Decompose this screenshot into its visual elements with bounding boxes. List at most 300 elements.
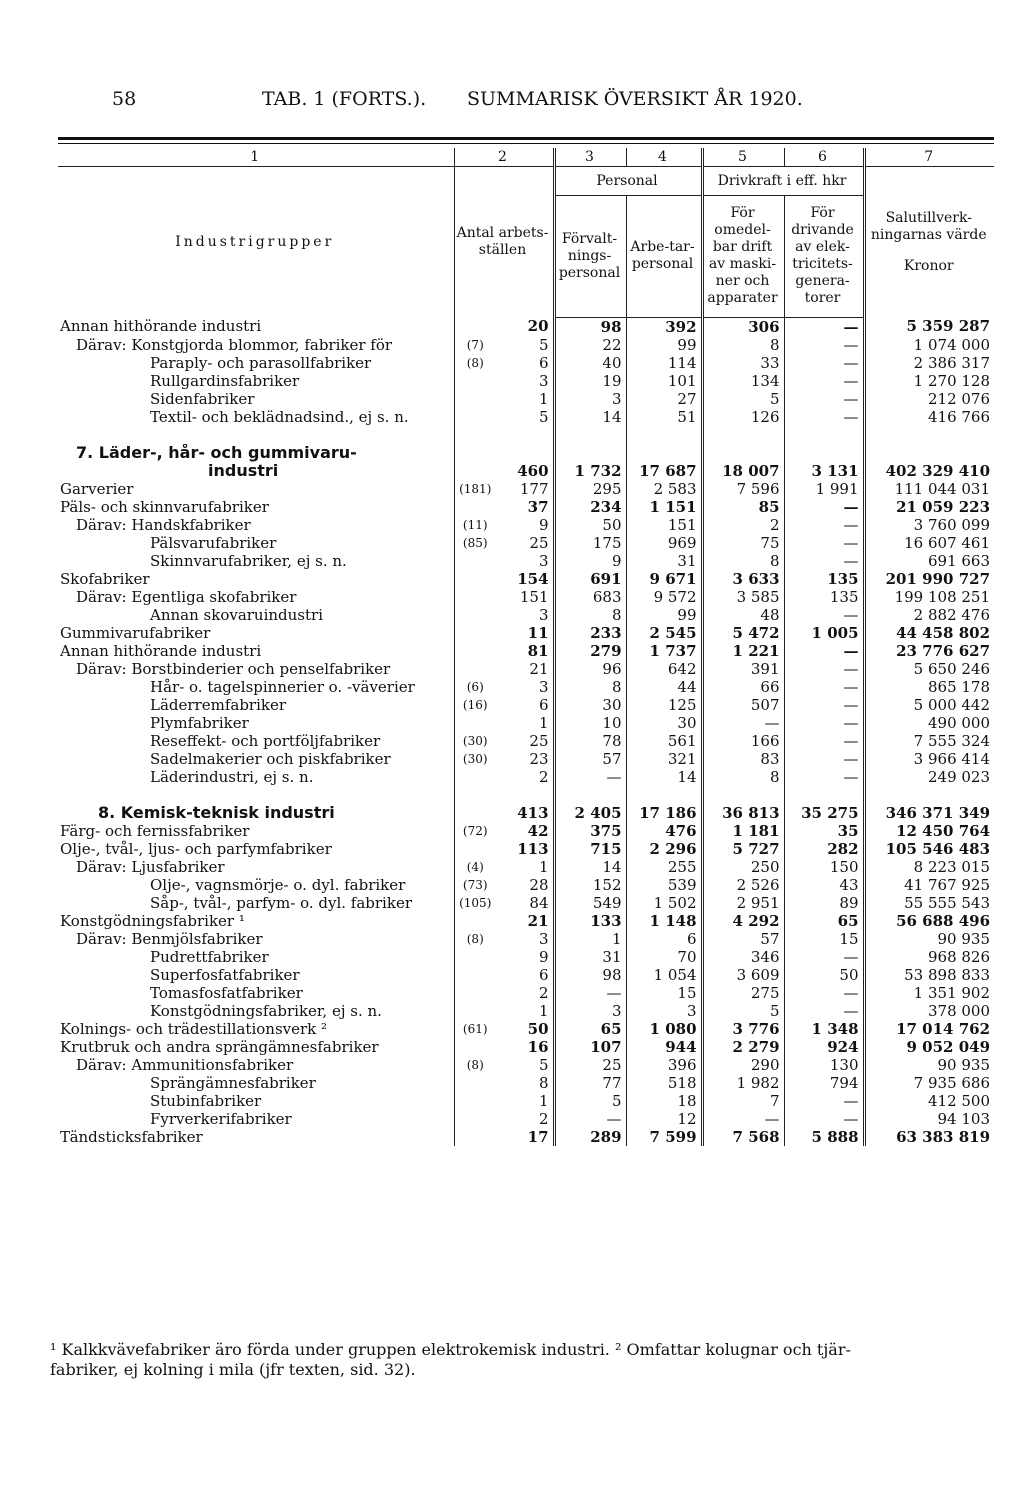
row-varde: 691 663 xyxy=(927,551,991,570)
row-forvaltning: 295 xyxy=(554,480,626,498)
row-arbetare: 2 583 xyxy=(626,480,702,498)
row-omedelbar: 5 472 xyxy=(702,624,784,642)
row-varde: 212 076 xyxy=(927,389,991,408)
row-label: Pälsvarufabriker xyxy=(58,534,454,552)
total-elektricitet: 35 275 xyxy=(784,804,864,822)
row-paren-count xyxy=(454,408,498,426)
row-antal: 1 xyxy=(498,714,554,732)
row-antal: 28 xyxy=(498,876,554,894)
row-forvaltning: 3 xyxy=(554,390,626,408)
row-label: Sadelmakerier och piskfabriker xyxy=(58,750,454,768)
row-varde: 16 607 461 xyxy=(904,533,991,552)
row-omedelbar: 5 xyxy=(702,1002,784,1020)
row-omedelbar: 8 xyxy=(702,336,784,354)
row-label: Pudrettfabriker xyxy=(58,948,454,966)
row-antal: 84 xyxy=(498,894,554,912)
row-label: Annan skovaruindustri xyxy=(58,606,454,624)
row-elektricitet: 1 005 xyxy=(784,624,864,642)
spacer-cell xyxy=(454,426,554,444)
row-paren-count: (72) xyxy=(462,823,488,838)
row-varde: 2 882 476 xyxy=(913,605,991,624)
table-row xyxy=(58,390,994,408)
row-antal: 5 xyxy=(498,408,554,426)
row-label: Stubinfabriker xyxy=(58,1092,454,1110)
row-elektricitet: — xyxy=(784,768,864,786)
row-omedelbar: 8 xyxy=(702,552,784,570)
table-row xyxy=(58,498,994,516)
row-antal: 1 xyxy=(498,1002,554,1020)
row-arbetare: 6 xyxy=(626,930,702,948)
col-number: 7 xyxy=(864,148,994,167)
table-row xyxy=(58,822,994,840)
row-paren-count: (4) xyxy=(466,859,484,874)
row-arbetare: 30 xyxy=(626,714,702,732)
row-label: Därav: Ammunitionsfabriker xyxy=(58,1056,454,1074)
row-elektricitet: — xyxy=(784,732,864,750)
spacer-cell xyxy=(702,426,784,444)
row-omedelbar: 75 xyxy=(702,534,784,552)
row-antal: 20 xyxy=(498,317,554,336)
row-arbetare: 518 xyxy=(626,1074,702,1092)
total-arbetare: 17 687 xyxy=(626,462,702,480)
row-omedelbar: 1 181 xyxy=(702,822,784,840)
row-label: Textil- och beklädnadsind., ej s. n. xyxy=(58,408,454,426)
row-omedelbar: 250 xyxy=(702,858,784,876)
empty-cell xyxy=(864,444,994,462)
col-number: 6 xyxy=(784,148,864,167)
row-omedelbar: 48 xyxy=(702,606,784,624)
empty-cell xyxy=(554,444,626,462)
empty-cell xyxy=(626,444,702,462)
row-antal: 6 xyxy=(498,696,554,714)
row-label: Annan hithörande industri xyxy=(58,642,454,660)
row-elektricitet: — xyxy=(784,984,864,1002)
row-antal: 2 xyxy=(498,768,554,786)
row-paren-count: (16) xyxy=(462,697,488,712)
spacer-cell xyxy=(702,786,784,804)
table-row xyxy=(58,552,994,570)
row-label: Sprängämnesfabriker xyxy=(58,1074,454,1092)
row-paren-count: (7) xyxy=(466,337,484,352)
table-row xyxy=(58,480,994,498)
row-elektricitet: — xyxy=(784,317,864,336)
row-varde: 5 359 287 xyxy=(906,317,991,336)
row-arbetare: 12 xyxy=(626,1110,702,1128)
row-varde: 416 766 xyxy=(927,407,991,426)
table-row xyxy=(58,768,994,786)
row-omedelbar: 275 xyxy=(702,984,784,1002)
row-elektricitet: 130 xyxy=(784,1056,864,1074)
row-label: Reseffekt- och portföljfabriker xyxy=(58,732,454,750)
row-forvaltning: 683 xyxy=(554,588,626,606)
row-antal: 6 xyxy=(498,966,554,984)
row-varde: 5 650 246 xyxy=(913,659,991,678)
row-forvaltning: 30 xyxy=(554,696,626,714)
row-label: Såp-, tvål-, parfym- o. dyl. fabriker xyxy=(58,894,454,912)
row-antal: 42 xyxy=(498,822,554,840)
row-forvaltning: — xyxy=(554,984,626,1002)
page-number: 58 xyxy=(112,88,137,110)
row-forvaltning: 10 xyxy=(554,714,626,732)
row-forvaltning: 8 xyxy=(554,606,626,624)
row-label: Konstgödningsfabriker ¹ xyxy=(58,912,454,930)
row-elektricitet: 282 xyxy=(784,840,864,858)
row-elektricitet: — xyxy=(784,498,864,516)
section-total-row xyxy=(58,462,994,480)
row-forvaltning: 22 xyxy=(554,336,626,354)
row-elektricitet: 43 xyxy=(784,876,864,894)
row-arbetare: 18 xyxy=(626,1092,702,1110)
row-paren-count: (6) xyxy=(466,679,484,694)
row-varde: 199 108 251 xyxy=(894,587,991,606)
row-label: Päls- och skinnvarufabriker xyxy=(58,498,454,516)
section-title: industri xyxy=(58,462,454,480)
row-label: Därav: Handskfabriker xyxy=(58,516,454,534)
row-paren-count: (8) xyxy=(466,931,484,946)
row-forvaltning: 40 xyxy=(554,354,626,372)
section-total-row xyxy=(58,804,994,822)
row-arbetare: 561 xyxy=(626,732,702,750)
table-row xyxy=(58,588,994,606)
row-elektricitet: — xyxy=(784,390,864,408)
row-paren-count: (30) xyxy=(462,733,488,748)
table-row xyxy=(58,606,994,624)
row-forvaltning: 14 xyxy=(554,408,626,426)
row-arbetare: 99 xyxy=(626,336,702,354)
row-paren-count xyxy=(454,642,498,660)
row-forvaltning: 57 xyxy=(554,750,626,768)
row-arbetare: 70 xyxy=(626,948,702,966)
row-elektricitet: — xyxy=(784,714,864,732)
row-antal: 21 xyxy=(498,660,554,678)
row-forvaltning: 175 xyxy=(554,534,626,552)
row-paren-count xyxy=(454,498,498,516)
row-forvaltning: 375 xyxy=(554,822,626,840)
row-label: Superfosfatfabriker xyxy=(58,966,454,984)
row-forvaltning: 14 xyxy=(554,858,626,876)
row-omedelbar: 7 568 xyxy=(702,1128,784,1146)
table-row xyxy=(58,912,994,930)
row-varde: 53 898 833 xyxy=(904,965,991,984)
row-antal: 113 xyxy=(498,840,554,858)
header-personal: Personal xyxy=(554,167,702,196)
table-row xyxy=(58,516,994,534)
row-arbetare: 14 xyxy=(626,768,702,786)
row-label: Konstgödningsfabriker, ej s. n. xyxy=(58,1002,454,1020)
header-drivkraft: Drivkraft i eff. hkr xyxy=(702,167,864,196)
row-forvaltning: 233 xyxy=(554,624,626,642)
row-varde: 1 270 128 xyxy=(913,371,991,390)
table-row xyxy=(58,372,994,390)
row-paren-count xyxy=(454,984,498,1002)
row-forvaltning: 107 xyxy=(554,1038,626,1056)
row-elektricitet: 65 xyxy=(784,912,864,930)
table-row xyxy=(58,660,994,678)
row-forvaltning: 8 xyxy=(554,678,626,696)
row-paren-count xyxy=(454,1110,498,1128)
table-row xyxy=(58,930,994,948)
row-elektricitet: 794 xyxy=(784,1074,864,1092)
row-forvaltning: 31 xyxy=(554,948,626,966)
row-antal: 3 xyxy=(498,606,554,624)
section-spacer xyxy=(58,786,994,804)
row-omedelbar: 2 951 xyxy=(702,894,784,912)
row-arbetare: 44 xyxy=(626,678,702,696)
row-varde: 44 458 802 xyxy=(896,623,991,642)
row-elektricitet: — xyxy=(784,354,864,372)
row-varde: 7 935 686 xyxy=(913,1073,991,1092)
row-omedelbar: 3 585 xyxy=(702,588,784,606)
row-paren-count xyxy=(454,840,498,858)
row-elektricitet: — xyxy=(784,552,864,570)
spacer-cell xyxy=(626,786,702,804)
total-omedelbar: 36 813 xyxy=(702,804,784,822)
row-omedelbar: 166 xyxy=(702,732,784,750)
row-arbetare: 1 148 xyxy=(626,912,702,930)
row-omedelbar: 7 596 xyxy=(702,480,784,498)
row-omedelbar: 4 292 xyxy=(702,912,784,930)
row-arbetare: 969 xyxy=(626,534,702,552)
table-row xyxy=(58,678,994,696)
table-row xyxy=(58,984,994,1002)
row-elektricitet: — xyxy=(784,606,864,624)
row-paren-count xyxy=(454,714,498,732)
row-label: Därav: Benmjölsfabriker xyxy=(58,930,454,948)
row-elektricitet: 15 xyxy=(784,930,864,948)
table-row xyxy=(58,750,994,768)
row-label: Olje-, tvål-, ljus- och parfymfabriker xyxy=(58,840,454,858)
row-antal: 5 xyxy=(498,336,554,354)
row-label: Gummivarufabriker xyxy=(58,624,454,642)
row-varde: 412 500 xyxy=(927,1091,991,1110)
row-arbetare: 31 xyxy=(626,552,702,570)
row-omedelbar: 5 xyxy=(702,390,784,408)
row-omedelbar: 3 633 xyxy=(702,570,784,588)
row-label: Olje-, vagnsmörje- o. dyl. fabriker xyxy=(58,876,454,894)
row-arbetare: 99 xyxy=(626,606,702,624)
row-arbetare: 2 296 xyxy=(626,840,702,858)
row-paren-count xyxy=(454,624,498,642)
row-arbetare: 9 572 xyxy=(626,588,702,606)
table-row xyxy=(58,1092,994,1110)
row-antal: 9 xyxy=(498,948,554,966)
row-label: Garverier xyxy=(58,480,454,498)
row-omedelbar: 126 xyxy=(702,408,784,426)
row-label: Därav: Egentliga skofabriker xyxy=(58,588,454,606)
table-row xyxy=(58,317,994,336)
row-elektricitet: — xyxy=(784,1110,864,1128)
row-varde: 17 014 762 xyxy=(896,1019,991,1038)
row-omedelbar: 3 776 xyxy=(702,1020,784,1038)
row-antal: 1 xyxy=(498,390,554,408)
table-row xyxy=(58,1038,994,1056)
row-arbetare: 1 080 xyxy=(626,1020,702,1038)
row-varde: 1 074 000 xyxy=(913,335,991,354)
empty-cell xyxy=(454,444,554,462)
row-paren-count: (8) xyxy=(466,355,484,370)
footnotes xyxy=(50,1340,990,1380)
row-antal: 3 xyxy=(498,552,554,570)
row-varde: 1 351 902 xyxy=(913,983,991,1002)
row-arbetare: 3 xyxy=(626,1002,702,1020)
col-number: 5 xyxy=(702,148,784,167)
row-paren-count xyxy=(454,966,498,984)
row-label: Skofabriker xyxy=(58,570,454,588)
row-arbetare: 9 671 xyxy=(626,570,702,588)
row-arbetare: 321 xyxy=(626,750,702,768)
row-omedelbar: 290 xyxy=(702,1056,784,1074)
total-arbetare: 17 186 xyxy=(626,804,702,822)
row-forvaltning: 1 xyxy=(554,930,626,948)
section-title-row xyxy=(58,444,994,462)
row-arbetare: 101 xyxy=(626,372,702,390)
row-label: Plymfabriker xyxy=(58,714,454,732)
row-varde: 111 044 031 xyxy=(894,479,991,498)
row-forvaltning: 715 xyxy=(554,840,626,858)
col-number: 4 xyxy=(626,148,702,167)
table-label: TAB. 1 (FORTS.). xyxy=(262,88,427,110)
col-number: 1 xyxy=(58,148,454,167)
row-forvaltning: 3 xyxy=(554,1002,626,1020)
header-industrigrupper: Industrigrupper xyxy=(58,167,454,318)
row-arbetare: 2 545 xyxy=(626,624,702,642)
row-antal: 21 xyxy=(498,912,554,930)
table-row xyxy=(58,966,994,984)
spacer-cell xyxy=(864,426,994,444)
table-row xyxy=(58,570,994,588)
row-arbetare: 1 502 xyxy=(626,894,702,912)
row-forvaltning: 152 xyxy=(554,876,626,894)
row-antal: 154 xyxy=(498,570,554,588)
table-row xyxy=(58,354,994,372)
empty-cell xyxy=(702,444,784,462)
row-omedelbar: 2 xyxy=(702,516,784,534)
row-label: Färg- och fernissfabriker xyxy=(58,822,454,840)
row-forvaltning: 289 xyxy=(554,1128,626,1146)
top-rule xyxy=(58,137,994,140)
table-row xyxy=(58,894,994,912)
table-row xyxy=(58,948,994,966)
row-varde: 378 000 xyxy=(927,1001,991,1020)
total-varde: 402 329 410 xyxy=(885,461,991,480)
row-label: Därav: Konstgjorda blommor, fabriker för xyxy=(58,336,454,354)
row-paren-count xyxy=(454,660,498,678)
page-title: SUMMARISK ÖVERSIKT ÅR 1920. xyxy=(467,88,803,110)
row-label: Tändsticksfabriker xyxy=(58,1128,454,1146)
row-label: Därav: Ljusfabriker xyxy=(58,858,454,876)
row-label: Fyrverkerifabriker xyxy=(58,1110,454,1128)
row-omedelbar: 8 xyxy=(702,768,784,786)
row-label: Krutbruk och andra sprängämnesfabriker xyxy=(58,1038,454,1056)
row-arbetare: 114 xyxy=(626,354,702,372)
row-omedelbar: 2 279 xyxy=(702,1038,784,1056)
table-row xyxy=(58,642,994,660)
row-antal: 9 xyxy=(498,516,554,534)
spacer-cell xyxy=(864,786,994,804)
row-arbetare: 15 xyxy=(626,984,702,1002)
row-antal: 151 xyxy=(498,588,554,606)
row-elektricitet: 150 xyxy=(784,858,864,876)
row-label: Paraply- och parasollfabriker xyxy=(58,354,454,372)
row-forvaltning: 549 xyxy=(554,894,626,912)
row-elektricitet: — xyxy=(784,1092,864,1110)
row-arbetare: 1 054 xyxy=(626,966,702,984)
row-elektricitet: 135 xyxy=(784,588,864,606)
row-antal: 37 xyxy=(498,498,554,516)
row-varde: 968 826 xyxy=(927,947,991,966)
row-label: Kolnings- och trädestillationsverk ² xyxy=(58,1020,454,1038)
table-row xyxy=(58,1110,994,1128)
row-label: Läderremfabriker xyxy=(58,696,454,714)
header-antal: Antal arbets-ställen xyxy=(454,167,554,318)
row-forvaltning: 65 xyxy=(554,1020,626,1038)
row-paren-count xyxy=(454,912,498,930)
row-varde: 3 760 099 xyxy=(913,515,991,534)
row-antal: 23 xyxy=(498,750,554,768)
row-varde: 105 546 483 xyxy=(885,839,991,858)
row-varde: 41 767 925 xyxy=(904,875,991,894)
row-forvaltning: 19 xyxy=(554,372,626,390)
row-forvaltning: 5 xyxy=(554,1092,626,1110)
row-varde: 9 052 049 xyxy=(906,1037,991,1056)
row-elektricitet: 1 991 xyxy=(784,480,864,498)
row-antal: 3 xyxy=(498,372,554,390)
total-forvaltning: 2 405 xyxy=(554,804,626,822)
row-forvaltning: 133 xyxy=(554,912,626,930)
table-row xyxy=(58,732,994,750)
row-paren-count xyxy=(454,1038,498,1056)
row-omedelbar: — xyxy=(702,714,784,732)
row-omedelbar: 306 xyxy=(702,317,784,336)
row-varde: 55 555 543 xyxy=(904,893,991,912)
row-paren-count xyxy=(454,1074,498,1092)
page-header xyxy=(112,88,972,118)
row-arbetare: 476 xyxy=(626,822,702,840)
row-arbetare: 392 xyxy=(626,317,702,336)
spacer-cell xyxy=(626,426,702,444)
row-forvaltning: 691 xyxy=(554,570,626,588)
spacer-cell xyxy=(58,786,454,804)
row-varde: 63 383 819 xyxy=(896,1127,991,1146)
row-paren-count xyxy=(454,570,498,588)
row-forvaltning: 234 xyxy=(554,498,626,516)
row-paren-count: (30) xyxy=(462,751,488,766)
summary-table xyxy=(58,148,994,1146)
spacer-cell xyxy=(784,426,864,444)
row-omedelbar: 7 xyxy=(702,1092,784,1110)
row-antal: 25 xyxy=(498,732,554,750)
row-forvaltning: 77 xyxy=(554,1074,626,1092)
row-omedelbar: 2 526 xyxy=(702,876,784,894)
section-title: 8. Kemisk-teknisk industri xyxy=(58,804,454,822)
row-paren-count: (181) xyxy=(459,481,492,496)
row-antal: 6 xyxy=(498,354,554,372)
row-omedelbar: 3 609 xyxy=(702,966,784,984)
table-row xyxy=(58,876,994,894)
row-omedelbar: 1 221 xyxy=(702,642,784,660)
row-arbetare: 27 xyxy=(626,390,702,408)
table-row xyxy=(58,336,994,354)
row-paren-count: (105) xyxy=(459,895,492,910)
table-row xyxy=(58,696,994,714)
row-label: Sidenfabriker xyxy=(58,390,454,408)
row-elektricitet: — xyxy=(784,408,864,426)
row-label: Därav: Borstbinderier och penselfabriker xyxy=(58,660,454,678)
row-varde: 7 555 324 xyxy=(913,731,991,750)
row-varde: 490 000 xyxy=(927,713,991,732)
row-omedelbar: 85 xyxy=(702,498,784,516)
section-spacer xyxy=(58,426,994,444)
